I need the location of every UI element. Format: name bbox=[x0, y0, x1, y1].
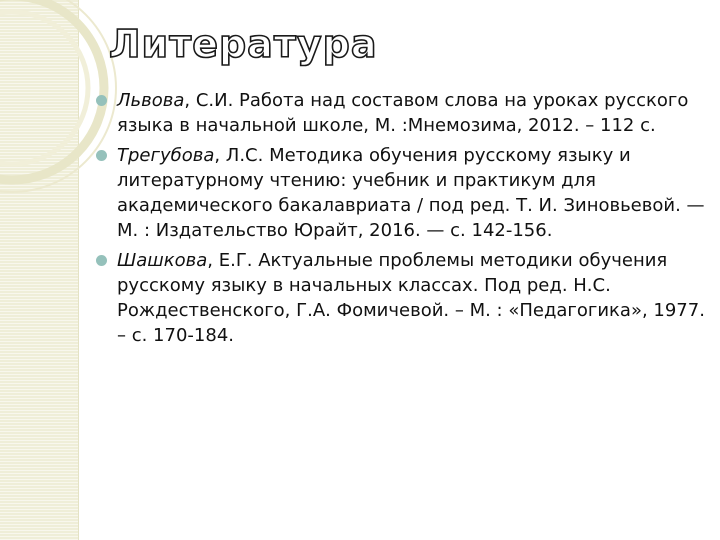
reference-author: Шашкова bbox=[117, 250, 208, 271]
page-title: Литература bbox=[109, 22, 378, 66]
reference-text: , Л.С. Методика обучения русскому языку и литературному чтению: учебник и практикум для академического бакалавриата / под ред. Т. И. Зиновьевой. — М. : Издательство Юрайт, 2016. — с. 142-156. bbox=[117, 145, 705, 241]
bullet-icon bbox=[96, 150, 107, 161]
list-item bbox=[96, 88, 706, 138]
bullet-icon bbox=[96, 255, 107, 266]
reference-author: Львова bbox=[117, 90, 185, 111]
list-item bbox=[96, 248, 706, 348]
list-item bbox=[96, 143, 706, 243]
reference-text: , С.И. Работа над составом слова на уроках русского языка в начальной школе, М. :Мнемозима, 2012. – 112 с. bbox=[117, 90, 689, 136]
bullet-icon bbox=[96, 95, 107, 106]
reference-text: , Е.Г. Актуальные проблемы методики обучения русскому языку в начальных классах. Под ред. Н.С. Рождественского, Г.А. Фомичевой. – М. : «Педагогика», 1977. – с. 170-184. bbox=[117, 250, 705, 346]
arc-inner bbox=[0, 12, 88, 164]
reference-author: Трегубова bbox=[117, 145, 215, 166]
reference-list bbox=[96, 88, 706, 353]
